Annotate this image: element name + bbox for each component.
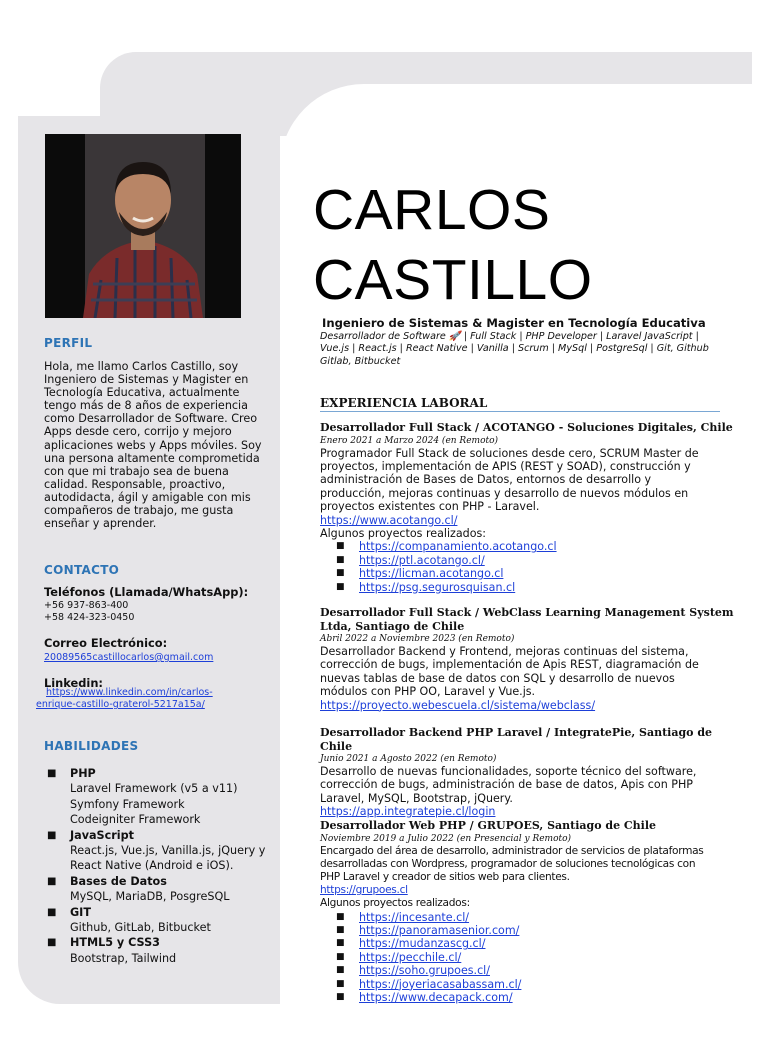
project-link[interactable]: https://soho.grupoes.cl/ — [359, 964, 490, 978]
list-item — [320, 937, 740, 950]
job-title: Desarrollador Backend PHP Laravel / IntegratePie, Santiago de Chile — [320, 726, 713, 753]
skill-title: GIT — [70, 905, 91, 919]
phones-label: Teléfonos (Llamada/WhatsApp): — [44, 585, 249, 599]
profile-heading: PERFIL — [44, 336, 93, 350]
project-link[interactable]: https://pecchile.cl/ — [359, 950, 462, 964]
project-link[interactable]: https://mudanzascg.cl/ — [359, 937, 486, 951]
email-link[interactable]: 20089565castillocarlos@gmail.com — [44, 652, 214, 663]
skill-line: Symfony Framework — [70, 797, 185, 811]
job-description: Desarrollador Backend y Frontend, mejoras continuas del sistema, corrección de bugs, implementación de Apis REST, diagramación de nuevas tablas de base de datos con SQL y desarrollo de nuevos módulos con PHP OO, Laravel y Vue.js. — [320, 645, 699, 699]
list-item — [320, 540, 740, 553]
profile-text: Hola, me llamo Carlos Castillo, soy Ingeniero de Sistemas y Magister en Tecnología Educativa, actualmente tengo más de 8 años de experiencia como Desarrollador de Software. Creo Apps desde cero, corrijo y mejoro aplicaciones webs y Apps móviles. Soy una persona altamente comprometida con que mi trabajo sea de buena calidad. Responsable, proactivo, autodidacta, ágil y amigable con mis compañeros de trabajo, me gusta enseñar y aprender. — [44, 360, 262, 531]
job-description: Encargado del área de desarrollo, administrador de servicios de plataformas desarrolladas con Wordpress, programador de soluciones tecnológicas con PHP Laravel y creador de sitios web para clientes. — [320, 844, 704, 883]
bullet-icon: ■ — [336, 965, 345, 976]
skill-item — [44, 935, 272, 966]
job-grupoes — [320, 819, 740, 1004]
skill-line: React.js, Vue.js, Vanilla.js, jQuery y React Native (Android e iOS). — [70, 844, 266, 873]
skill-line: Github, GitLab, Bitbucket — [70, 921, 211, 935]
job-title: Desarrollador Full Stack / WebClass Learning Management System Ltda, Santiago de Chile — [320, 606, 734, 633]
job-link[interactable]: https://proyecto.webescuela.cl/sistema/webclass/ — [320, 698, 596, 712]
list-item — [320, 581, 740, 594]
job-link[interactable]: https://www.acotango.cl/ — [320, 513, 458, 527]
project-link[interactable]: https://companamiento.acotango.cl — [359, 540, 557, 554]
skills-list — [44, 766, 272, 966]
bullet-icon: ■ — [336, 978, 345, 989]
skill-title: PHP — [70, 767, 96, 780]
skills-tags: Desarrollador de Software 🚀 | Full Stack | PHP Developer | Laravel JavaScript | Vue.js | React.js | React Native | Vanilla | Scrum | MySql | PostgreSql | Git, Github Gitlab, Bitbucket — [320, 331, 709, 367]
skill-title: JavaScript — [70, 828, 134, 842]
skill-title: Bases de Datos — [70, 874, 167, 888]
profile-section — [44, 336, 266, 530]
job-webclass — [320, 606, 750, 712]
projects-label: Algunos proyectos realizados: — [320, 897, 470, 910]
skill-line: Bootstrap, Tailwind — [70, 951, 177, 965]
projects-label: Algunos proyectos realizados: — [320, 526, 487, 540]
project-list — [320, 540, 740, 594]
list-item — [320, 911, 740, 924]
skill-item — [44, 766, 272, 828]
bullet-icon: ■ — [336, 568, 345, 579]
email-label: Correo Electrónico: — [44, 636, 168, 650]
bullet-icon: ■ — [336, 951, 345, 962]
list-item — [320, 978, 740, 991]
experience-heading: EXPERIENCIA LABORAL — [320, 396, 720, 412]
profile-photo — [45, 134, 241, 318]
project-link[interactable]: https://psg.segurosquisan.cl — [359, 580, 516, 594]
bullet-icon: ■ — [47, 829, 57, 841]
bullet-icon: ■ — [336, 924, 345, 935]
project-link[interactable]: https://licman.acotango.cl — [359, 567, 504, 581]
linkedin-label: Linkedin: — [44, 676, 103, 690]
subtitle: Ingeniero de Sistemas & Magister en Tecnología Educativa — [322, 316, 706, 330]
name-last: CASTILLO — [313, 248, 593, 312]
skill-title: HTML5 y CSS3 — [70, 936, 160, 950]
skill-line: Laravel Framework (v5 a v11) — [70, 782, 238, 796]
contact-heading: CONTACTO — [44, 563, 120, 577]
bullet-icon: ■ — [336, 554, 345, 565]
bullet-icon: ■ — [47, 937, 57, 949]
job-dates: Junio 2021 a Agosto 2022 (en Remoto) — [320, 754, 497, 764]
phone-1: +56 937-863-400 — [44, 600, 129, 611]
project-link[interactable]: https://www.decapack.com/ — [359, 990, 513, 1004]
list-item — [320, 924, 740, 937]
job-link[interactable]: https://grupoes.cl — [320, 884, 408, 897]
bullet-icon: ■ — [336, 911, 345, 922]
list-item — [320, 951, 740, 964]
job-dates: Enero 2021 a Marzo 2024 (en Remoto) — [320, 435, 499, 446]
skill-item — [44, 905, 272, 936]
job-description: Desarrollo de nuevas funcionalidades, soporte técnico del software, corrección de bugs, administración de base de datos, Apis con PHP Laravel, MySQL, Bootstrap, jQuery. — [320, 765, 697, 805]
bullet-icon: ■ — [47, 768, 57, 779]
bullet-icon: ■ — [47, 906, 57, 918]
list-item — [320, 991, 740, 1004]
phone-2: +58 424-323-0450 — [44, 612, 135, 623]
bullet-icon: ■ — [336, 938, 345, 949]
job-description: Programador Full Stack de soluciones desde cero, SCRUM Master de proyectos, implementación de APIS (REST y SOAD), construcción y administración de Bases de Datos, entornos de desarrollo y producción, mejoras continuas y desarrollo de nuevos módulos en proyectos existentes con PHP - Laravel. — [320, 446, 699, 514]
job-dates: Abril 2022 a Noviembre 2023 (en Remoto) — [320, 634, 515, 644]
bullet-icon: ■ — [336, 991, 345, 1002]
contact-section — [44, 563, 266, 690]
project-list — [320, 911, 740, 1005]
linkedin-link[interactable] — [36, 687, 213, 711]
job-integratepie — [320, 726, 740, 819]
job-acotango — [320, 421, 740, 594]
skill-line: Codeigniter Framework — [70, 813, 201, 827]
bullet-icon: ■ — [336, 541, 345, 552]
bullet-icon: ■ — [47, 875, 57, 887]
project-link[interactable]: https://ptl.acotango.cl/ — [359, 553, 485, 567]
bullet-icon: ■ — [336, 581, 345, 592]
skill-line: MySQL, MariaDB, PosgreSQL — [70, 890, 230, 904]
list-item — [320, 554, 740, 567]
project-link[interactable]: https://incesante.cl/ — [359, 910, 470, 924]
job-link[interactable]: https://app.integratepie.cl/login — [320, 805, 496, 819]
project-link[interactable]: https://panoramasenior.com/ — [359, 923, 520, 937]
list-item — [320, 567, 740, 580]
skill-item — [44, 874, 272, 905]
skill-item — [44, 828, 272, 874]
linkedin-line-1[interactable]: https://www.linkedin.com/in/carlos- — [46, 687, 213, 698]
linkedin-line-2[interactable]: enrique-castillo-graterol-5217a15a/ — [36, 699, 205, 710]
name-first: CARLOS — [313, 178, 551, 242]
job-title: Desarrollador Full Stack / ACOTANGO - Soluciones Digitales, Chile — [320, 421, 733, 434]
job-title: Desarrollador Web PHP / GRUPOES, Santiago de Chile — [320, 819, 657, 832]
list-item — [320, 964, 740, 977]
person-portrait-icon — [45, 134, 241, 318]
project-link[interactable]: https://joyeriacasabassam.cl/ — [359, 977, 522, 991]
skills-heading: HABILIDADES — [44, 739, 139, 753]
job-dates: Noviembre 2019 a Julio 2022 (en Presencial y Remoto) — [320, 833, 572, 844]
